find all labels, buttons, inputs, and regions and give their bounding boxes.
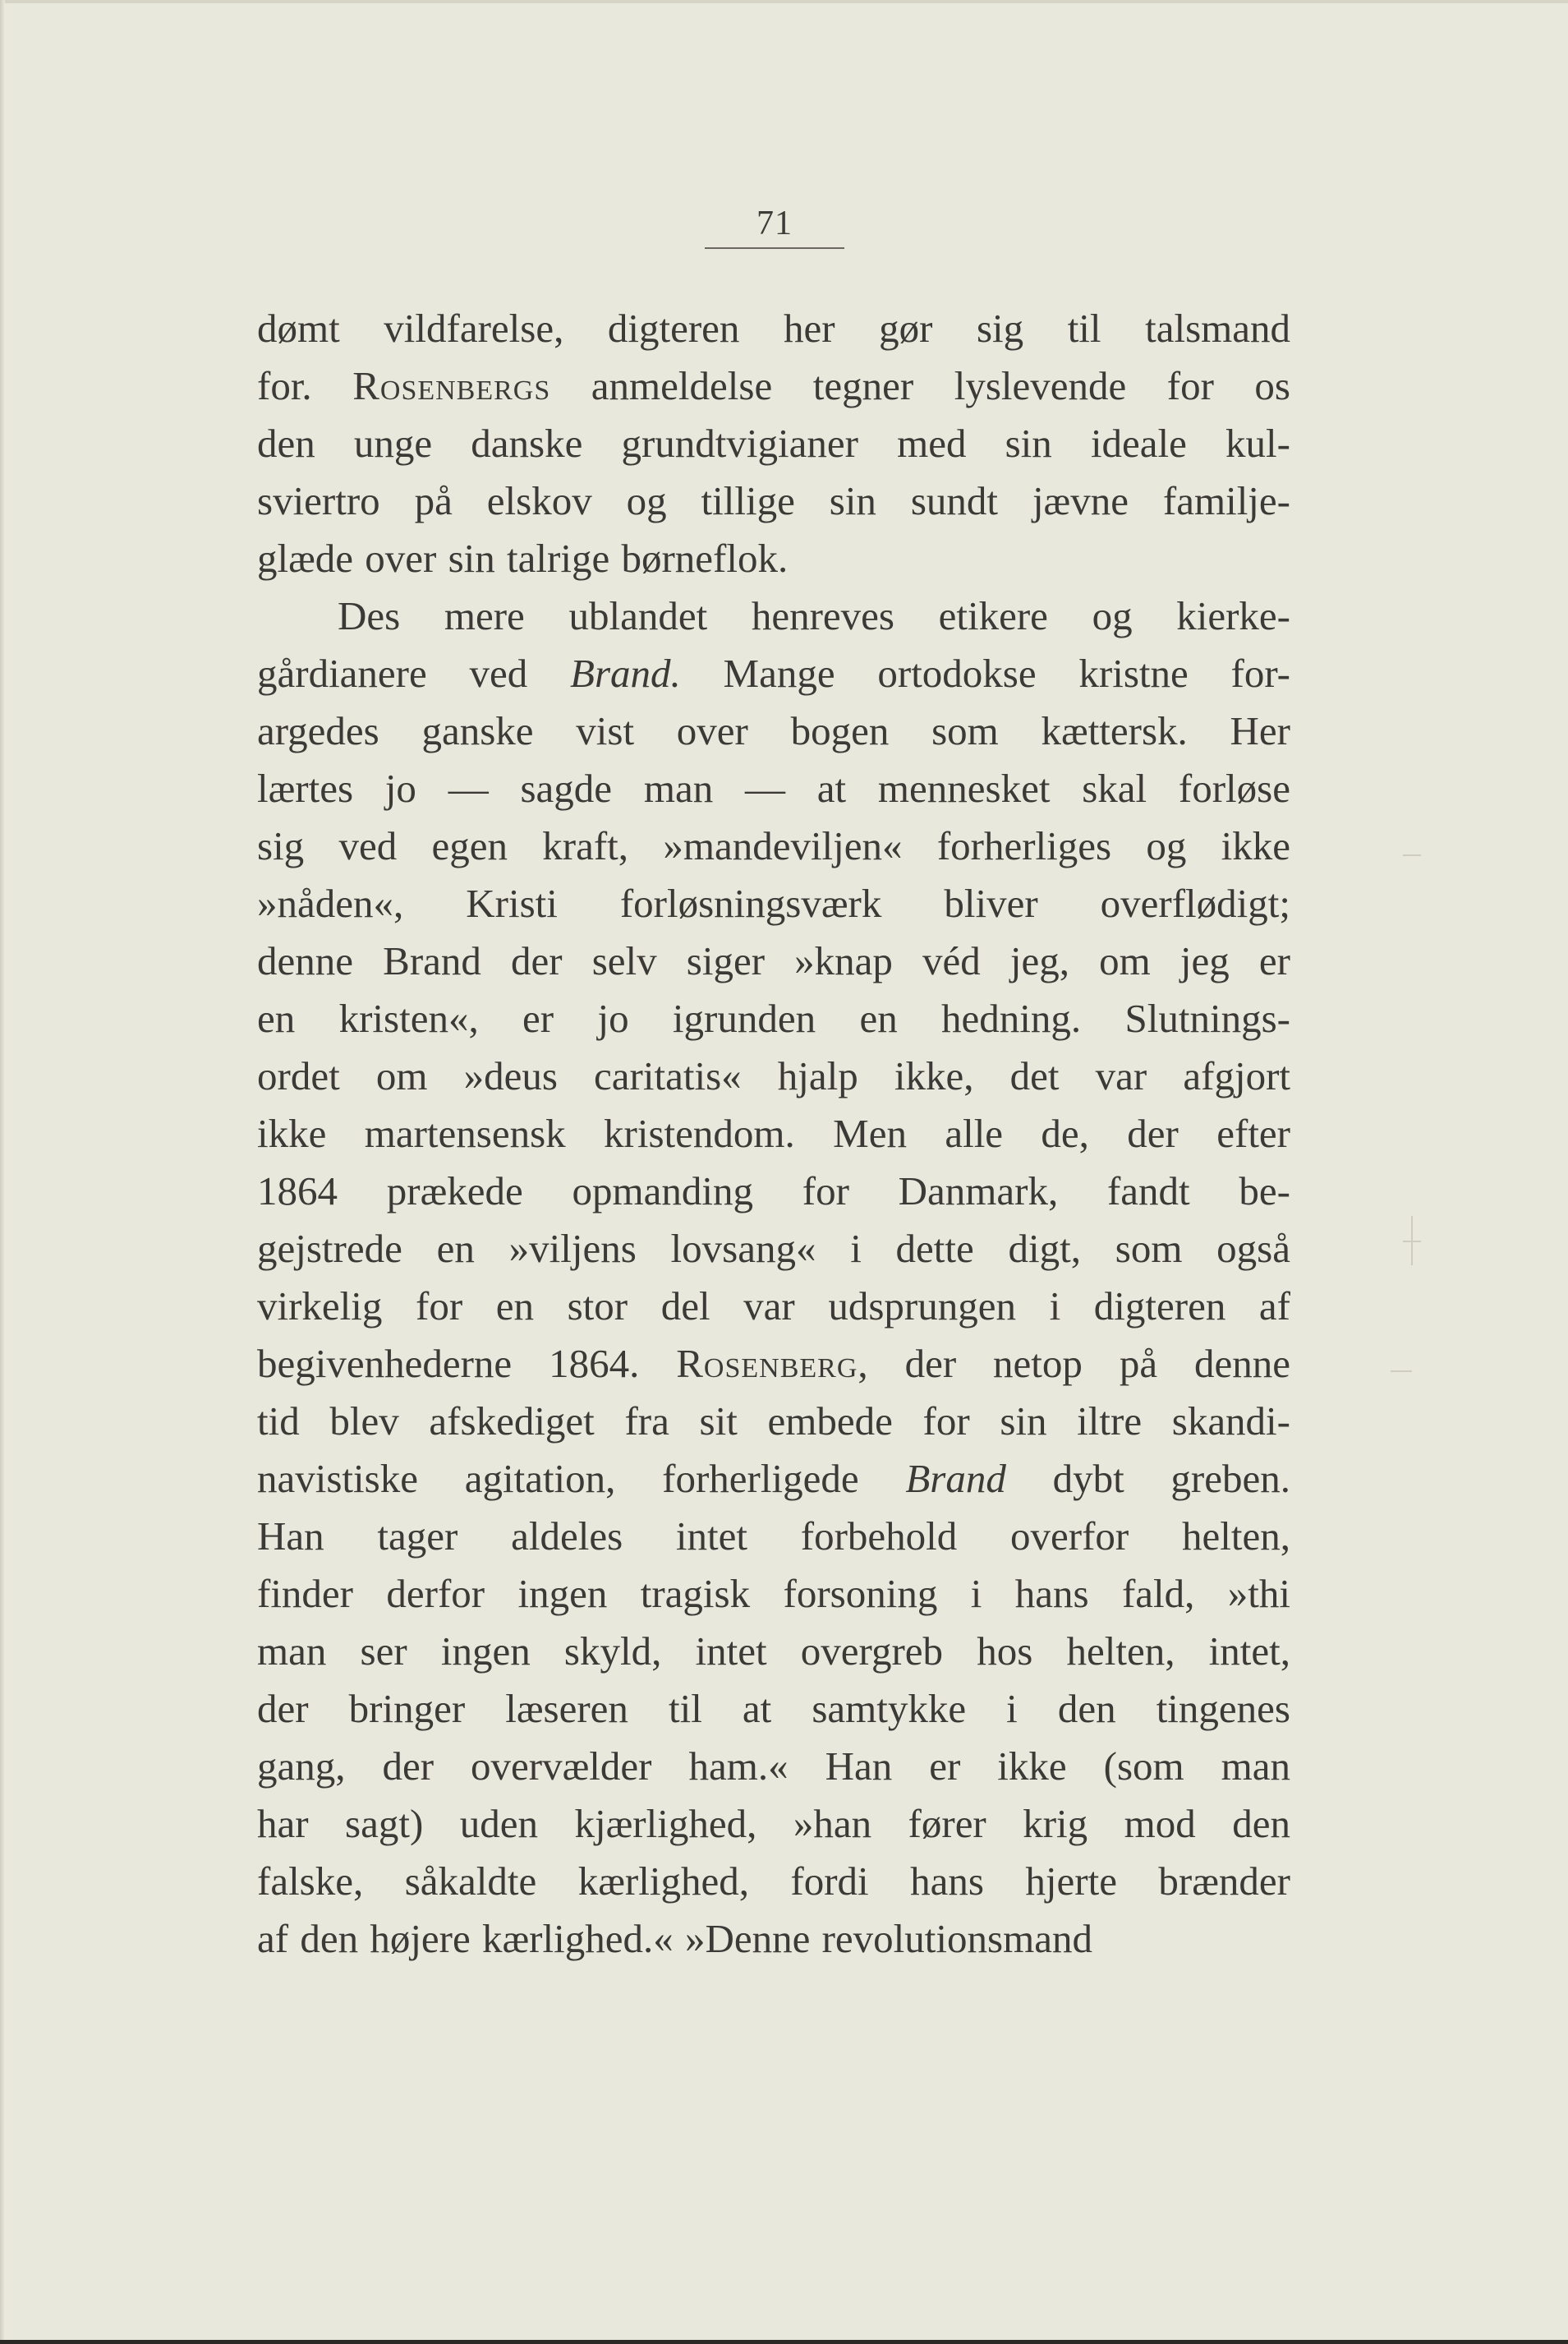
page-number: 71 [756, 205, 793, 242]
text-run: den unge danske grundtvigianer med sin ideale kul- [257, 421, 1290, 466]
page-edge-bottom [0, 2340, 1568, 2344]
text-run: Mange ortodokse kristne for- [680, 651, 1290, 696]
page-edge-top [0, 0, 1568, 3]
author-name: Rosenberg [676, 1341, 858, 1386]
text-run: begivenhederne 1864. [257, 1341, 677, 1386]
margin-mark [1403, 854, 1421, 856]
text-line [257, 1623, 1290, 1680]
text-line [257, 1048, 1290, 1105]
text-run: har sagt) uden kjærlighed, »han fører krig mod den [257, 1801, 1290, 1846]
text-line [257, 1680, 1290, 1738]
text-line [257, 1508, 1290, 1565]
text-run: man ser ingen skyld, intet overgreb hos helten, intet, [257, 1628, 1290, 1674]
text-line [257, 357, 1290, 415]
text-run: glæde over sin talrige børneflok. [257, 536, 789, 581]
text-run: , der netop på denne [858, 1341, 1290, 1386]
text-line [257, 1105, 1290, 1163]
text-run: denne Brand der selv siger »knap véd jeg, om jeg er [257, 938, 1290, 983]
text-line [257, 530, 1290, 587]
text-run: sviertro på elskov og tillige sin sundt jævne familje- [257, 478, 1290, 523]
text-line [257, 760, 1290, 817]
margin-mark [1391, 1370, 1412, 1372]
text-run: argedes ganske vist over bogen som kættersk. Her [257, 708, 1290, 753]
text-run: ikke martensensk kristendom. Men alle de, der efter [257, 1111, 1290, 1156]
text-line [257, 1853, 1290, 1910]
text-line [257, 1220, 1290, 1278]
author-name: Rosenbergs [352, 363, 551, 408]
text-line [257, 1278, 1290, 1335]
text-line [257, 1795, 1290, 1853]
text-run: gang, der overvælder ham.« Han er ikke (som man [257, 1743, 1290, 1789]
margin-mark [1411, 1216, 1413, 1265]
page-number-rule [705, 247, 844, 249]
text-line [257, 415, 1290, 472]
text-run: falske, såkaldte kærlighed, fordi hans hjerte brænder [257, 1858, 1290, 1904]
text-line [257, 1163, 1290, 1220]
text-line [257, 1910, 1290, 1968]
text-run: for. [257, 363, 353, 408]
text-line [257, 933, 1290, 990]
text-line [257, 990, 1290, 1048]
text-line [257, 1565, 1290, 1623]
text-run: navistiske agitation, forherligede [257, 1456, 906, 1501]
text-line [257, 1393, 1290, 1450]
text-run: gårdianere ved [257, 651, 571, 696]
text-run: ordet om »deus caritatis« hjalp ikke, det var afgjort [257, 1053, 1290, 1098]
text-run: »nåden«, Kristi forløsningsværk bliver overflødigt; [257, 881, 1290, 926]
body-text [257, 300, 1290, 1968]
text-run: sig ved egen kraft, »mandeviljen« forherliges og ikke [257, 823, 1290, 868]
text-run: tid blev afskediget fra sit embede for sin iltre skandi- [257, 1398, 1290, 1444]
text-run: af den højere kærlighed.« »Denne revolutionsmand [257, 1916, 1092, 1961]
text-line [257, 587, 1290, 645]
text-run: dybt greben. [1005, 1456, 1290, 1501]
text-run: Des mere ublandet henreves etikere og kierke- [338, 593, 1290, 638]
text-run: en kristen«, er jo igrunden en hedning. Slutnings- [257, 996, 1290, 1041]
text-run: 1864 prækede opmanding for Danmark, fandt be- [257, 1168, 1290, 1213]
text-run: anmeldelse tegner lyslevende for os [550, 363, 1291, 408]
text-line [257, 472, 1290, 530]
text-line [257, 875, 1290, 933]
text-line [257, 300, 1290, 357]
text-line [257, 1335, 1290, 1393]
text-run: Han tager aldeles intet forbehold overfor helten, [257, 1513, 1290, 1559]
text-run: lærtes jo — sagde man — at mennesket skal forløse [257, 766, 1290, 811]
text-line [257, 645, 1290, 702]
text-line [257, 1450, 1290, 1508]
text-line [257, 817, 1290, 875]
work-title: Brand. [570, 651, 681, 696]
text-line [257, 702, 1290, 760]
text-run: der bringer læseren til at samtykke i den tingenes [257, 1686, 1290, 1731]
text-run: gejstrede en »viljens lovsang« i dette digt, som også [257, 1226, 1290, 1271]
page-edge-left [0, 0, 5, 2344]
text-run: dømt vildfarelse, digteren her gør sig til talsmand [257, 306, 1290, 351]
work-title: Brand [905, 1456, 1006, 1501]
text-run: finder derfor ingen tragisk forsoning i hans fald, »thi [257, 1571, 1290, 1616]
text-run: virkelig for en stor del var udsprungen i digteren af [257, 1283, 1290, 1329]
text-line [257, 1738, 1290, 1795]
